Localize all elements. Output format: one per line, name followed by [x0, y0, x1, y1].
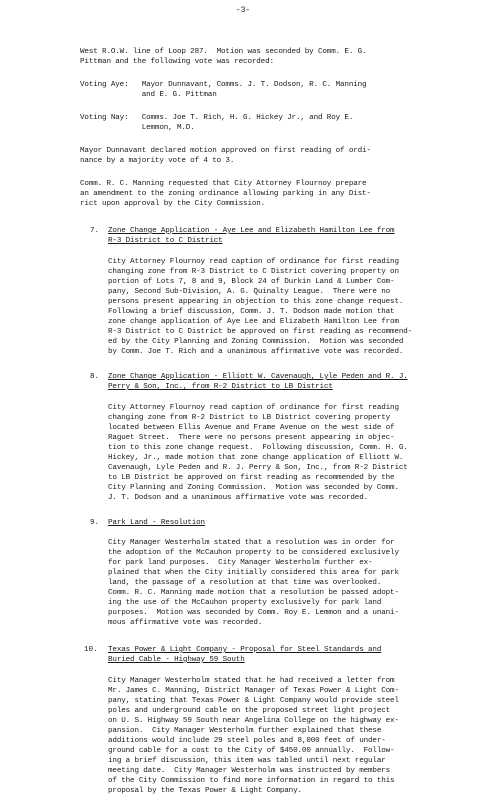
text-line: City Attorney Flournoy read caption of ordinance for first reading — [108, 258, 399, 266]
text-line: Raguet Street. There were no persons present appearing in objec- — [108, 434, 395, 442]
text-line: and E. G. Pittman — [80, 91, 217, 99]
text-line: proposal by the Texas Power & Light Company. — [108, 787, 302, 795]
text-line: ing the use of the McCauhon property exclusively for park land — [108, 599, 382, 607]
text-line: an amendment to the zoning ordinance allowing parking in any Dist- — [80, 190, 371, 198]
item-number: 9. — [90, 519, 100, 527]
text-line: changing zone from R-3 District to C District covering property on — [108, 268, 399, 276]
text-line: Voting Nay: Comms. Joe T. Rich, H. G. Hickey Jr., and Roy E. — [80, 114, 354, 122]
text-line: land, the passage of a resolution at that time was overlooked. — [108, 579, 382, 587]
item-heading: Perry & Son, Inc., from R-2 District to LB District — [108, 383, 333, 391]
text-line: on U. S. Highway 59 South near Angelina College on the highway ex- — [108, 717, 399, 725]
text-line: pany, stating that Texas Power & Light Company would provide steel — [108, 697, 399, 705]
text-line: rict upon approval by the City Commission. — [80, 200, 266, 208]
text-line: Hickey, Jr., made motion that zone change application of Elliott W. — [108, 454, 404, 462]
text-line: additions would include 29 steel poles and 8,000 feet of under- — [108, 737, 386, 745]
text-line: City Manager Westerholm stated that he had received a letter from — [108, 677, 395, 685]
text-line: ground cable for a cost to the City of $450.00 annually. Follow- — [108, 747, 395, 755]
text-line: purposes. Motion was seconded by Comm. Roy E. Lemmon and a unani- — [108, 609, 399, 617]
item-heading: Texas Power & Light Company - Proposal for Steel Standards and — [108, 646, 382, 654]
text-line: ed by the City Planning and Zoning Commission. Motion was seconded — [108, 338, 404, 346]
item-heading: Park Land - Resolution — [108, 519, 205, 527]
text-line: Cavenaugh, Lyle Peden and R. J. Perry & Son, Inc., from R-2 District — [108, 464, 408, 472]
item-heading: Buried Cable - Highway 59 South — [108, 656, 245, 664]
page-number: -3- — [235, 6, 251, 15]
text-line: J. T. Dodson and a unanimous affirmative vote was recorded. — [108, 494, 369, 502]
text-line: poles and underground cable on the proposed street light project — [108, 707, 391, 715]
text-line: pany, Second Sub-Division, A. G. Quinalty League. There were no — [108, 288, 391, 296]
text-line: ing a brief discussion, this item was tabled until next regular — [108, 757, 386, 765]
text-line: mous affirmative vote was recorded. — [108, 619, 263, 627]
text-line: West R.O.W. line of Loop 287. Motion was seconded by Comm. E. G. — [80, 48, 367, 56]
text-line: located between Ellis Avenue and Frame Avenue on the west side of — [108, 424, 395, 432]
text-line: portion of Lots 7, 8 and 9, Block 24 of Durkin Land & Lumber Com- — [108, 278, 395, 286]
item-number: 10. — [84, 646, 98, 654]
text-line: Comm. R. C. Manning requested that City Attorney Flournoy prepare — [80, 180, 367, 188]
text-line: persons present appearing in objection to this zone change request. — [108, 298, 404, 306]
text-line: of the City Commission to find more information in regard to this — [108, 777, 395, 785]
text-line: zone change application of Aye Lee and Elizabeth Hamilton Lee from — [108, 318, 399, 326]
text-line: Mayor Dunnavant declared motion approved on first reading of ordi- — [80, 147, 371, 155]
text-line: Lemmon, M.D. — [80, 124, 195, 132]
text-line: Voting Aye: Mayor Dunnavant, Comms. J. T. Dodson, R. C. Manning — [80, 81, 367, 89]
text-line: plained that when the City initially considered this area for park — [108, 569, 399, 577]
text-line: to LB District be approved on first reading as recommended by the — [108, 474, 395, 482]
text-line: City Manager Westerholm stated that a resolution was in order for — [108, 539, 395, 547]
text-line: City Planning and Zoning Commission. Motion was seconded by Comm. — [108, 484, 399, 492]
text-line: Mr. James C. Manning, District Manager of Texas Power & Light Com- — [108, 687, 399, 695]
text-line: nance by a majority vote of 4 to 3. — [80, 157, 235, 165]
text-line: changing zone from R-2 District to LB District covering property — [108, 414, 391, 422]
item-heading: Zone Change Application - Aye Lee and Elizabeth Hamilton Lee from — [108, 227, 395, 235]
item-heading: Zone Change Application - Elliott W. Cavenaugh, Lyle Peden and R. J. — [108, 373, 408, 381]
text-line: Pittman and the following vote was recorded: — [80, 58, 274, 66]
text-line: Following a brief discussion, Comm. J. T. Dodson made motion that — [108, 308, 395, 316]
text-line: by Comm. Joe T. Rich and a unanimous affirmative vote was recorded. — [108, 348, 404, 356]
text-line: pansion. City Manager Westerholm further explained that these — [108, 727, 382, 735]
text-line: meeting date. City Manager Westerholm was instructed by members — [108, 767, 391, 775]
text-line: the adoption of the McCauhon property to be considered exclusively — [108, 549, 399, 557]
item-heading: R-3 District to C District — [108, 237, 223, 245]
text-line: tion to this zone change request. Following discussion, Comm. H. G. — [108, 444, 408, 452]
item-number: 7. — [90, 227, 100, 235]
text-line: City Attorney Flournoy read caption of ordinance for first reading — [108, 404, 399, 412]
item-number: 8. — [90, 373, 100, 381]
text-line: R-3 District to C District be approved on first reading as recommend- — [108, 328, 413, 336]
text-line: Comm. R. C. Manning made motion that a resolution be passed adopt- — [108, 589, 399, 597]
text-line: for park land purposes. City Manager Westerholm further ex- — [108, 559, 373, 567]
